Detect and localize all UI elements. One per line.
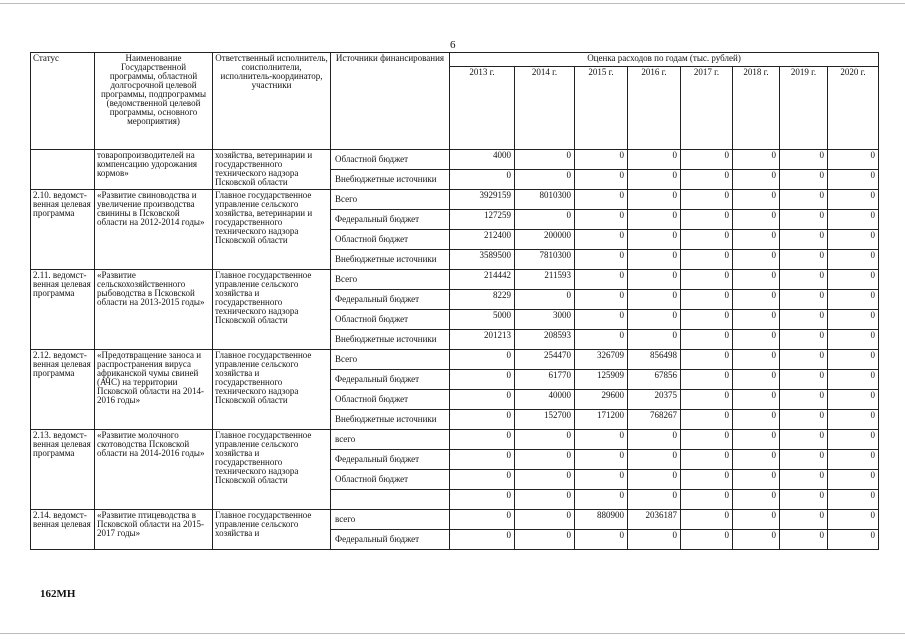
amount-cell: 127259 — [450, 210, 515, 230]
amount-cell: 254470 — [515, 350, 575, 370]
responsible-cell: Главное государственное управление сельского хозяйства и государственного технического надзора Псковской области — [213, 430, 331, 510]
amount-cell: 0 — [450, 450, 515, 470]
amount-cell: 0 — [828, 210, 879, 230]
amount-cell: 0 — [733, 290, 780, 310]
amount-cell: 0 — [681, 450, 733, 470]
funding-source-cell: Областной бюджет — [331, 150, 450, 170]
amount-cell: 212400 — [450, 230, 515, 250]
amount-cell: 0 — [628, 150, 681, 170]
status-cell: 2.13. ведомст-венная целевая программа — [31, 430, 95, 510]
status-cell: 2.12. ведомст-венная целевая программа — [31, 350, 95, 430]
amount-cell: 0 — [681, 190, 733, 210]
funding-source-cell: Областной бюджет — [331, 310, 450, 330]
amount-cell: 0 — [733, 470, 780, 490]
amount-cell: 0 — [733, 350, 780, 370]
status-cell: 2.14. ведомст-венная целевая — [31, 510, 95, 550]
amount-cell: 0 — [681, 510, 733, 530]
header-status: Статус — [31, 53, 95, 150]
amount-cell: 0 — [828, 510, 879, 530]
amount-cell: 0 — [828, 430, 879, 450]
budget-table — [30, 52, 879, 550]
amount-cell: 0 — [575, 270, 628, 290]
amount-cell: 0 — [681, 390, 733, 410]
amount-cell: 0 — [780, 230, 828, 250]
amount-cell: 0 — [681, 490, 733, 510]
funding-source-cell: Всего — [331, 270, 450, 290]
amount-cell: 0 — [628, 530, 681, 550]
amount-cell: 3589500 — [450, 250, 515, 270]
amount-cell: 880900 — [575, 510, 628, 530]
header-responsible: Ответственный исполнитель, соисполнители, исполнитель-координатор, участники — [213, 53, 331, 150]
funding-source-cell: всего — [331, 430, 450, 450]
funding-source-cell: Областной бюджет — [331, 470, 450, 490]
amount-cell: 2036187 — [628, 510, 681, 530]
amount-cell: 152700 — [515, 410, 575, 430]
amount-cell: 0 — [828, 490, 879, 510]
amount-cell: 0 — [515, 210, 575, 230]
amount-cell: 0 — [450, 490, 515, 510]
amount-cell: 0 — [733, 430, 780, 450]
scan-edge-bottom — [0, 633, 905, 634]
amount-cell: 0 — [780, 190, 828, 210]
funding-source-cell: Областной бюджет — [331, 230, 450, 250]
amount-cell: 0 — [780, 310, 828, 330]
amount-cell: 0 — [828, 270, 879, 290]
amount-cell: 0 — [628, 490, 681, 510]
header-costs: Оценка расходов по годам (тыс. рублей) — [450, 53, 879, 67]
table-row — [31, 150, 879, 170]
amount-cell: 0 — [733, 450, 780, 470]
amount-cell: 0 — [828, 150, 879, 170]
program-name-cell: «Развитие свиноводства и увеличение производства свинины в Псковской области на 2012-2014 годы» — [95, 190, 213, 270]
responsible-cell: Главное государственное управление сельского хозяйства и — [213, 510, 331, 550]
amount-cell: 0 — [628, 170, 681, 190]
amount-cell: 0 — [628, 210, 681, 230]
amount-cell: 29600 — [575, 390, 628, 410]
amount-cell: 0 — [450, 510, 515, 530]
amount-cell: 0 — [450, 350, 515, 370]
header-year: 2020 г. — [828, 67, 879, 150]
amount-cell: 0 — [515, 470, 575, 490]
responsible-cell: Главное государственное управление сельского хозяйства и государственного технического надзора Псковской области — [213, 350, 331, 430]
amount-cell: 0 — [733, 210, 780, 230]
amount-cell: 0 — [733, 310, 780, 330]
amount-cell: 8229 — [450, 290, 515, 310]
amount-cell: 0 — [681, 230, 733, 250]
amount-cell: 0 — [828, 370, 879, 390]
amount-cell: 0 — [780, 350, 828, 370]
amount-cell: 0 — [733, 230, 780, 250]
amount-cell: 0 — [681, 370, 733, 390]
amount-cell: 3929159 — [450, 190, 515, 210]
amount-cell: 7810300 — [515, 250, 575, 270]
program-name-cell: «Развитие птицеводства в Псковской области на 2015-2017 годы» — [95, 510, 213, 550]
status-cell: 2.10. ведомст-венная целевая программа — [31, 190, 95, 270]
amount-cell: 0 — [828, 470, 879, 490]
responsible-cell: Главное государственное управление сельского хозяйства, ветеринарии и государственного технического надзора Псковской области — [213, 190, 331, 270]
status-cell — [31, 150, 95, 190]
amount-cell: 0 — [575, 230, 628, 250]
amount-cell: 0 — [450, 530, 515, 550]
funding-source-cell — [331, 490, 450, 510]
page-number: 6 — [450, 39, 456, 51]
amount-cell: 125909 — [575, 370, 628, 390]
amount-cell: 0 — [575, 490, 628, 510]
amount-cell: 0 — [780, 390, 828, 410]
amount-cell: 0 — [828, 530, 879, 550]
amount-cell: 211593 — [515, 270, 575, 290]
amount-cell: 0 — [515, 450, 575, 470]
amount-cell: 67856 — [628, 370, 681, 390]
amount-cell: 0 — [780, 150, 828, 170]
amount-cell: 5000 — [450, 310, 515, 330]
amount-cell: 171200 — [575, 410, 628, 430]
amount-cell: 0 — [828, 250, 879, 270]
header-year: 2015 г. — [575, 67, 628, 150]
amount-cell: 208593 — [515, 330, 575, 350]
amount-cell: 768267 — [628, 410, 681, 430]
table-row — [31, 350, 879, 370]
amount-cell: 0 — [450, 370, 515, 390]
amount-cell: 0 — [780, 250, 828, 270]
scan-edge-top — [0, 3, 905, 4]
amount-cell: 0 — [681, 170, 733, 190]
program-name-cell: «Развитие сельскохозяйственного рыбоводства в Псковской области на 2013-2015 годы» — [95, 270, 213, 350]
status-cell: 2.11. ведомст-венная целевая программа — [31, 270, 95, 350]
amount-cell: 0 — [628, 310, 681, 330]
amount-cell: 0 — [450, 170, 515, 190]
amount-cell: 0 — [450, 470, 515, 490]
amount-cell: 0 — [628, 450, 681, 470]
amount-cell: 0 — [515, 150, 575, 170]
amount-cell: 0 — [575, 170, 628, 190]
amount-cell: 0 — [575, 470, 628, 490]
amount-cell: 0 — [681, 330, 733, 350]
amount-cell: 0 — [780, 530, 828, 550]
funding-source-cell: всего — [331, 510, 450, 530]
funding-source-cell: Федеральный бюджет — [331, 450, 450, 470]
amount-cell: 0 — [575, 190, 628, 210]
table-row — [31, 510, 879, 530]
funding-source-cell: Внебюджетные источники — [331, 330, 450, 350]
amount-cell: 0 — [575, 250, 628, 270]
amount-cell: 0 — [828, 230, 879, 250]
amount-cell: 0 — [828, 170, 879, 190]
amount-cell: 0 — [733, 530, 780, 550]
amount-cell: 0 — [628, 270, 681, 290]
amount-cell: 0 — [780, 210, 828, 230]
program-name-cell: «Предотвращение заноса и распространения вируса африканской чумы свиней (АЧС) на территории Псковской области на 2014-2016 годы» — [95, 350, 213, 430]
amount-cell: 0 — [515, 430, 575, 450]
amount-cell: 201213 — [450, 330, 515, 350]
header-year: 2013 г. — [450, 67, 515, 150]
amount-cell: 0 — [780, 330, 828, 350]
amount-cell: 0 — [575, 530, 628, 550]
amount-cell: 0 — [828, 390, 879, 410]
amount-cell: 0 — [733, 490, 780, 510]
amount-cell: 0 — [780, 370, 828, 390]
amount-cell: 0 — [780, 270, 828, 290]
funding-source-cell: Внебюджетные источники — [331, 410, 450, 430]
amount-cell: 0 — [681, 350, 733, 370]
funding-source-cell: Федеральный бюджет — [331, 290, 450, 310]
funding-source-cell: Внебюджетные источники — [331, 170, 450, 190]
header-name: Наименование Государственной программы, областной долгосрочной целевой программы, подпрограммы (ведомственной целевой программы, основного мероприятия) — [95, 53, 213, 150]
amount-cell: 0 — [780, 450, 828, 470]
funding-source-cell: Всего — [331, 350, 450, 370]
amount-cell: 0 — [681, 470, 733, 490]
amount-cell: 61770 — [515, 370, 575, 390]
amount-cell: 0 — [515, 170, 575, 190]
amount-cell: 0 — [733, 190, 780, 210]
amount-cell: 0 — [733, 370, 780, 390]
amount-cell: 0 — [681, 530, 733, 550]
amount-cell: 0 — [828, 350, 879, 370]
amount-cell: 0 — [828, 450, 879, 470]
amount-cell: 4000 — [450, 150, 515, 170]
amount-cell: 200000 — [515, 230, 575, 250]
amount-cell: 0 — [733, 510, 780, 530]
header-year: 2017 г. — [681, 67, 733, 150]
amount-cell: 0 — [628, 470, 681, 490]
amount-cell: 20375 — [628, 390, 681, 410]
amount-cell: 0 — [450, 430, 515, 450]
funding-source-cell: Федеральный бюджет — [331, 530, 450, 550]
funding-source-cell: Федеральный бюджет — [331, 370, 450, 390]
header-year: 2016 г. — [628, 67, 681, 150]
amount-cell: 0 — [733, 390, 780, 410]
table-row — [31, 430, 879, 450]
amount-cell: 0 — [733, 330, 780, 350]
amount-cell: 0 — [628, 430, 681, 450]
amount-cell: 856498 — [628, 350, 681, 370]
amount-cell: 0 — [681, 310, 733, 330]
amount-cell: 0 — [828, 410, 879, 430]
funding-source-cell: Внебюджетные источники — [331, 250, 450, 270]
header-year: 2019 г. — [780, 67, 828, 150]
document-code: 162МН — [40, 588, 76, 600]
funding-source-cell: Всего — [331, 190, 450, 210]
amount-cell: 3000 — [515, 310, 575, 330]
amount-cell: 0 — [575, 430, 628, 450]
amount-cell: 0 — [733, 170, 780, 190]
responsible-cell: Главное государственное управление сельского хозяйства и государственного технического надзора Псковской области — [213, 270, 331, 350]
funding-source-cell: Областной бюджет — [331, 390, 450, 410]
amount-cell: 8010300 — [515, 190, 575, 210]
responsible-cell: хозяйства, ветеринарии и государственного технического надзора Псковской области — [213, 150, 331, 190]
amount-cell: 0 — [575, 310, 628, 330]
amount-cell: 0 — [575, 290, 628, 310]
amount-cell: 0 — [780, 170, 828, 190]
amount-cell: 0 — [780, 490, 828, 510]
amount-cell: 0 — [780, 430, 828, 450]
amount-cell: 0 — [628, 330, 681, 350]
amount-cell: 0 — [828, 310, 879, 330]
amount-cell: 0 — [780, 410, 828, 430]
amount-cell: 0 — [575, 150, 628, 170]
amount-cell: 0 — [733, 150, 780, 170]
amount-cell: 326709 — [575, 350, 628, 370]
amount-cell: 0 — [828, 290, 879, 310]
amount-cell: 0 — [450, 390, 515, 410]
amount-cell: 0 — [628, 190, 681, 210]
program-name-cell: «Развитие молочного скотоводства Псковской области на 2014-2016 годы» — [95, 430, 213, 510]
header-year: 2014 г. — [515, 67, 575, 150]
amount-cell: 0 — [628, 290, 681, 310]
amount-cell: 0 — [681, 430, 733, 450]
amount-cell: 0 — [515, 490, 575, 510]
amount-cell: 0 — [628, 250, 681, 270]
funding-source-cell: Федеральный бюджет — [331, 210, 450, 230]
table-row — [31, 270, 879, 290]
amount-cell: 214442 — [450, 270, 515, 290]
amount-cell: 0 — [515, 530, 575, 550]
amount-cell: 0 — [733, 270, 780, 290]
header-year: 2018 г. — [733, 67, 780, 150]
amount-cell: 0 — [681, 270, 733, 290]
amount-cell: 0 — [681, 250, 733, 270]
amount-cell: 0 — [575, 450, 628, 470]
amount-cell: 0 — [828, 330, 879, 350]
amount-cell: 0 — [681, 290, 733, 310]
amount-cell: 0 — [515, 290, 575, 310]
amount-cell: 0 — [733, 250, 780, 270]
amount-cell: 0 — [681, 150, 733, 170]
amount-cell: 0 — [515, 510, 575, 530]
amount-cell: 0 — [575, 210, 628, 230]
amount-cell: 0 — [780, 470, 828, 490]
amount-cell: 0 — [681, 410, 733, 430]
amount-cell: 0 — [780, 290, 828, 310]
amount-cell: 40000 — [515, 390, 575, 410]
amount-cell: 0 — [780, 510, 828, 530]
program-name-cell: товаропроизводителей на компенсацию удорожания кормов» — [95, 150, 213, 190]
table-row — [31, 190, 879, 210]
header-sources: Источники финансирования — [331, 53, 450, 150]
amount-cell: 0 — [450, 410, 515, 430]
amount-cell: 0 — [733, 410, 780, 430]
amount-cell: 0 — [681, 210, 733, 230]
amount-cell: 0 — [628, 230, 681, 250]
amount-cell: 0 — [575, 330, 628, 350]
amount-cell: 0 — [828, 190, 879, 210]
